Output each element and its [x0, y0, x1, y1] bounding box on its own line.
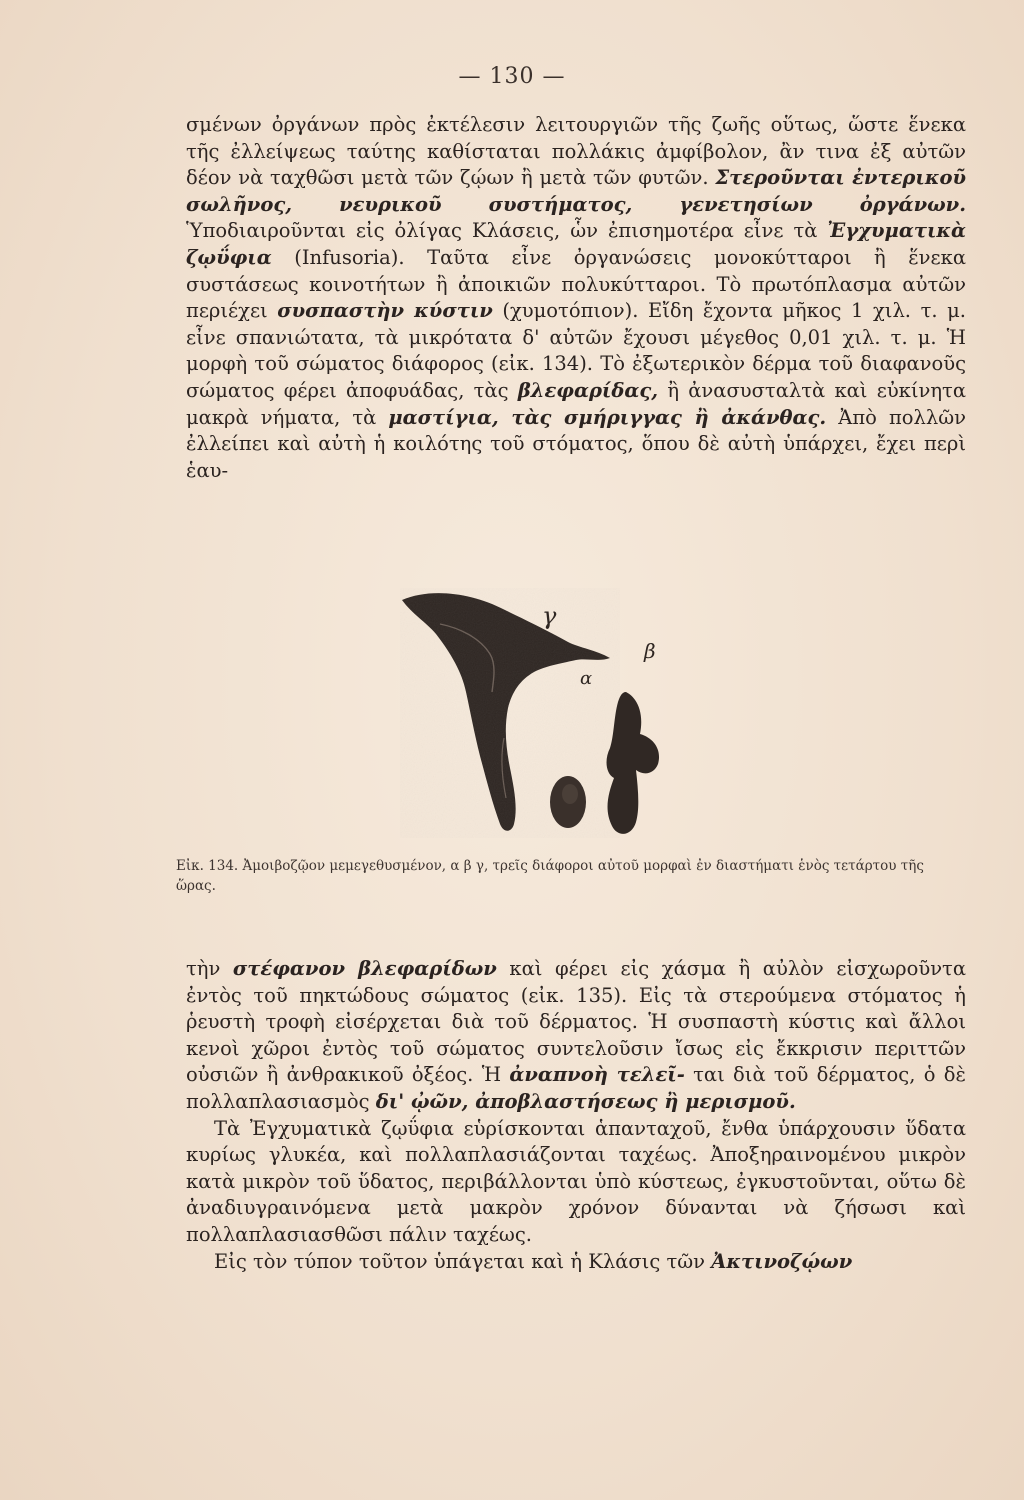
- text-run: σμένων ὀργάνων πρὸς ἐκτέλεσιν λειτουργιῶν τῆς ζωῆς οὕτως, ὥστε ἕνεκα τῆς ἐλλείψεως ταύτης καθίσταται πολλάκις ἀμφίβολον, ἂν τινα ἐξ αὐτῶν δέον νὰ ταχθῶσι μετὰ τῶν ζῴων ἢ μετὰ τῶν φυτῶν.: [186, 113, 966, 190]
- text-run: (Infusoria). Ταῦτα εἶνε ὀργανώσεις μονοκύτταροι ἢ ἕνεκα συστάσεως κοινοτήτων ἢ ἀποικιῶν πολυκύτταροι. Τὸ πρωτόπλασμα αὐτῶν περιέχει: [186, 245, 966, 323]
- emphasized-term: μαστίγια, τὰς σμήριγγας ἢ ἀκάνθας.: [388, 405, 827, 429]
- amoeba-illustration: [400, 588, 660, 858]
- emphasized-term: στέφανον βλεφαρίδων: [232, 957, 497, 980]
- figure-label-gamma: γ: [542, 602, 557, 630]
- text-run: Εἰς τὸν τύπον τοῦτον ὑπάγεται καὶ ἡ Κλάσις τῶν: [214, 1249, 705, 1273]
- page-number: — 130 —: [458, 64, 566, 89]
- text-run: τὴν: [186, 957, 221, 980]
- paragraph-bottom-3: [186, 1249, 966, 1276]
- paragraph-bottom-2: Τὰ Ἐγχυματικὰ ζῳΰφια εὑρίσκονται ἁπανταχοῦ, ἔνθα ὑπάρχουσιν ὕδατα κυρίως γλυκέα, καὶ πολλαπλασιάζονται ταχέως. Ἀποξηραινομένου μικρὸν κατὰ μικρὸν τοῦ ὕδατος, περιβάλλονται ὑπὸ κύστεως, ἐγκυστοῦνται, οὕτω δὲ ἀναδιυγραινόμενα μετὰ μακρὸν χρόνον δύνανται νὰ ζήσωσι καὶ πολλαπλασιασθῶσι πάλιν ταχέως.: [186, 1116, 966, 1246]
- text-run: (χυμοτόπιον). Εἴδη ἔχοντα μῆκος 1 χιλ. τ. μ. εἶνε σπανιώτατα, τὰ μικρότατα δ' αὐτῶν ἔχουσι μέγεθος 0,01 χιλ. τ. μ. Ἡ μορφὴ τοῦ σώματος διάφορος (εἰκ. 134). Τὸ ἐξωτερικὸν δέρμα τοῦ διαφανοῦς σώματος φέρει ἀποφυάδας, τὰς: [186, 299, 966, 402]
- text-run: ται διὰ τοῦ δέρματος, ὁ δὲ πολλαπλασιασμὸς: [186, 1063, 966, 1113]
- top-text-block: [186, 112, 966, 484]
- text-run: ἢ ἀνασυσταλτὰ καὶ εὐκίνητα μακρὰ νήματα, τὰ: [186, 378, 966, 429]
- emphasized-term: Στεροῦνται ἐντερικοῦ σωλῆνος, νευρικοῦ συστήματος, γενετησίων ὀργάνων.: [186, 166, 966, 216]
- text-run: καὶ φέρει εἰς χάσμα ἢ αὐλὸν εἰσχωροῦντα ἐντὸς τοῦ πηκτώδους σώματος (εἰκ. 135). Εἰς τὰ στερούμενα στόματος ἡ ῥευστὴ τροφὴ εἰσέρχεται διὰ τοῦ δέρματος. Ἡ συσπαστὴ κύστις καὶ ἄλλοι κενοὶ χῶροι ἐντὸς τοῦ σώματος συντελοῦσιν ἴσως εἰς ἔκκρισιν περιττῶν οὐσιῶν ἢ ἀνθρακικοῦ ὀξέος. Ἡ: [186, 957, 966, 1087]
- paragraph-top: [186, 112, 966, 484]
- figure-label-alpha: α: [580, 668, 593, 689]
- emphasized-term: συσπαστὴν κύστιν: [277, 299, 493, 323]
- figure-label-beta: β: [644, 639, 656, 663]
- amoeba-figure: [400, 588, 660, 858]
- emphasized-term: ἀναπνοὴ τελεῖ-: [509, 1063, 685, 1087]
- text-run: Ὑποδιαιροῦνται εἰς ὀλίγας Κλάσεις, ὧν ἐπισημοτέρα εἶνε τὰ: [186, 219, 818, 243]
- figure-caption: Εἰκ. 134. Ἀμοιβοζῷον μεμεγεθυσμένον, α β γ, τρεῖς διάφοροι αὐτοῦ μορφαὶ ἐν διαστήματι ἑνὸς τετάρτου τῆς ὥρας.: [176, 858, 924, 894]
- emphasized-term: Ἀκτινοζῴων: [711, 1249, 853, 1273]
- text-run: Ἀπὸ πολλῶν ἐλλείπει καὶ αὐτὴ ἡ κοιλότης τοῦ στόματος, ὅπου δὲ αὐτὴ ὑπάρχει, ἔχει περὶ ἑαυ-: [186, 405, 967, 482]
- emphasized-term: δι' ᾠῶν, ἀποβλαστήσεως ἢ μερισμοῦ.: [375, 1089, 796, 1113]
- emphasized-term: βλεφαρίδας,: [517, 378, 659, 402]
- emphasized-term: Ἐγχυματικὰ ζῳΰφια: [186, 219, 966, 269]
- bottom-text-block: [186, 956, 966, 1275]
- paragraph-bottom-1: [186, 956, 966, 1116]
